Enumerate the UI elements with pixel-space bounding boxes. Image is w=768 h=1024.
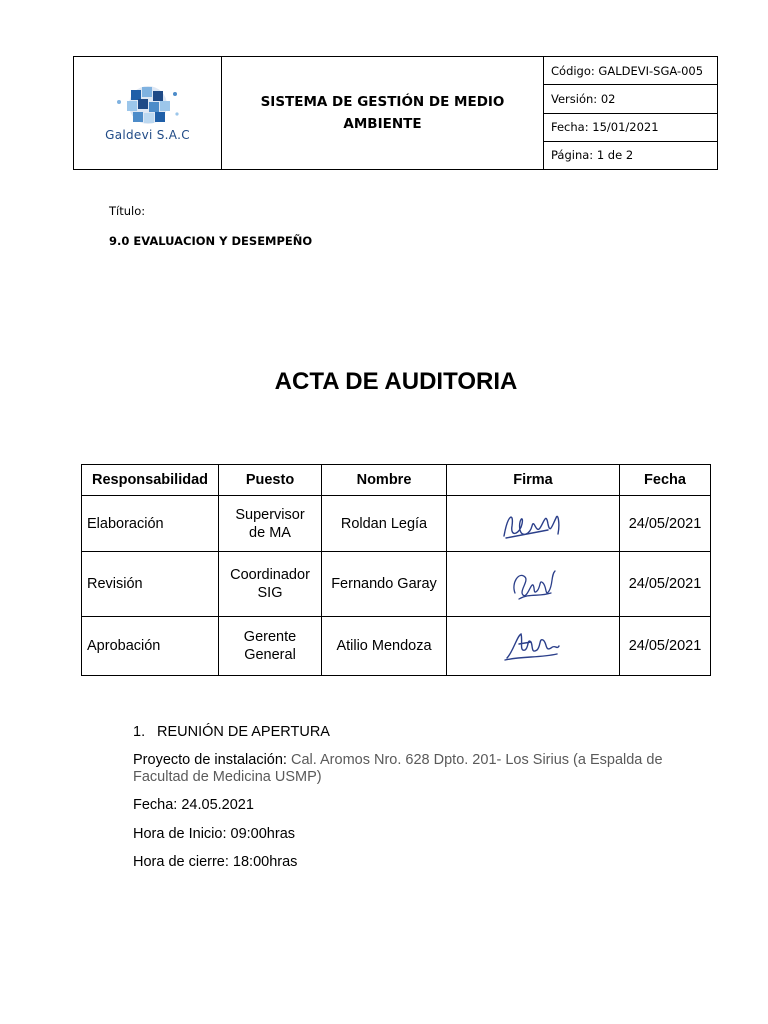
version-field: Versión: 02 — [544, 85, 718, 113]
cell-nombre: Roldan Legía — [322, 496, 447, 552]
puesto-line2: General — [244, 647, 296, 663]
logo-cell — [74, 57, 222, 170]
proyecto-label: Proyecto de instalación: — [133, 752, 287, 768]
signature-image — [500, 504, 566, 544]
col-header-nombre: Nombre — [322, 465, 447, 496]
fecha-field: Fecha: 15/01/2021 — [544, 113, 718, 141]
codigo-field: Código: GALDEVI-SGA-005 — [544, 57, 718, 85]
puesto-line2: SIG — [257, 585, 283, 601]
hora-inicio-line: Hora de Inicio: 09:00hras — [133, 826, 296, 842]
table-row — [82, 496, 711, 552]
puesto-line2: de MA — [249, 524, 291, 541]
cell-responsabilidad: Aprobación — [82, 617, 219, 676]
col-header-fecha: Fecha — [620, 465, 711, 496]
col-header-firma: Firma — [447, 465, 620, 496]
cell-puesto — [219, 617, 322, 676]
puesto-line1: Coordinador — [230, 567, 310, 583]
document-title: ACTA DE AUDITORIA — [274, 368, 518, 395]
cell-responsabilidad: Elaboración — [82, 496, 219, 552]
hora-cierre-line: Hora de cierre: 18:00hras — [133, 854, 298, 870]
document-header — [73, 56, 718, 170]
company-logo — [74, 84, 221, 142]
cell-firma — [447, 496, 620, 552]
cell-fecha: 24/05/2021 — [620, 496, 711, 552]
section-title: REUNIÓN DE APERTURA — [157, 724, 330, 740]
pagina-field: Página: 1 de 2 — [544, 141, 718, 169]
cell-nombre: Atilio Mendoza — [322, 617, 447, 676]
cell-fecha: 24/05/2021 — [620, 552, 711, 617]
titulo-value: 9.0 EVALUACION Y DESEMPEÑO — [109, 234, 313, 248]
section-heading — [133, 724, 330, 740]
cell-fecha: 24/05/2021 — [620, 617, 711, 676]
col-header-puesto: Puesto — [219, 465, 322, 496]
puzzle-globe-icon — [105, 84, 191, 126]
logo-text: Galdevi S.A.C — [105, 128, 190, 142]
proyecto-value: Cal. Aromos Nro. 628 Dpto. 201- Los Sirius (a Espalda de Facultad de Medicina USMP) — [133, 752, 663, 785]
titulo-label: Título: — [109, 204, 146, 218]
puesto-line1: Supervisor — [235, 506, 305, 523]
system-title — [222, 57, 544, 170]
table-header-row — [82, 465, 711, 496]
signature-image — [503, 626, 563, 666]
proyecto-line — [133, 752, 713, 786]
puesto-line1: Gerente — [243, 629, 297, 645]
responsibility-table — [81, 464, 711, 676]
cell-nombre: Fernando Garay — [322, 552, 447, 617]
signature-image — [505, 563, 561, 605]
cell-firma — [447, 617, 620, 676]
system-title-line2: AMBIENTE — [343, 116, 422, 132]
cell-puesto — [219, 496, 322, 552]
system-title-line1: SISTEMA DE GESTIÓN DE MEDIO — [260, 94, 505, 110]
col-header-responsabilidad: Responsabilidad — [82, 465, 219, 496]
fecha-line: Fecha: 24.05.2021 — [133, 797, 254, 813]
cell-puesto — [219, 552, 322, 617]
table-row — [82, 552, 711, 617]
cell-firma — [447, 552, 620, 617]
table-row — [82, 617, 711, 676]
section-number: 1. — [133, 724, 146, 740]
cell-responsabilidad: Revisión — [82, 552, 219, 617]
